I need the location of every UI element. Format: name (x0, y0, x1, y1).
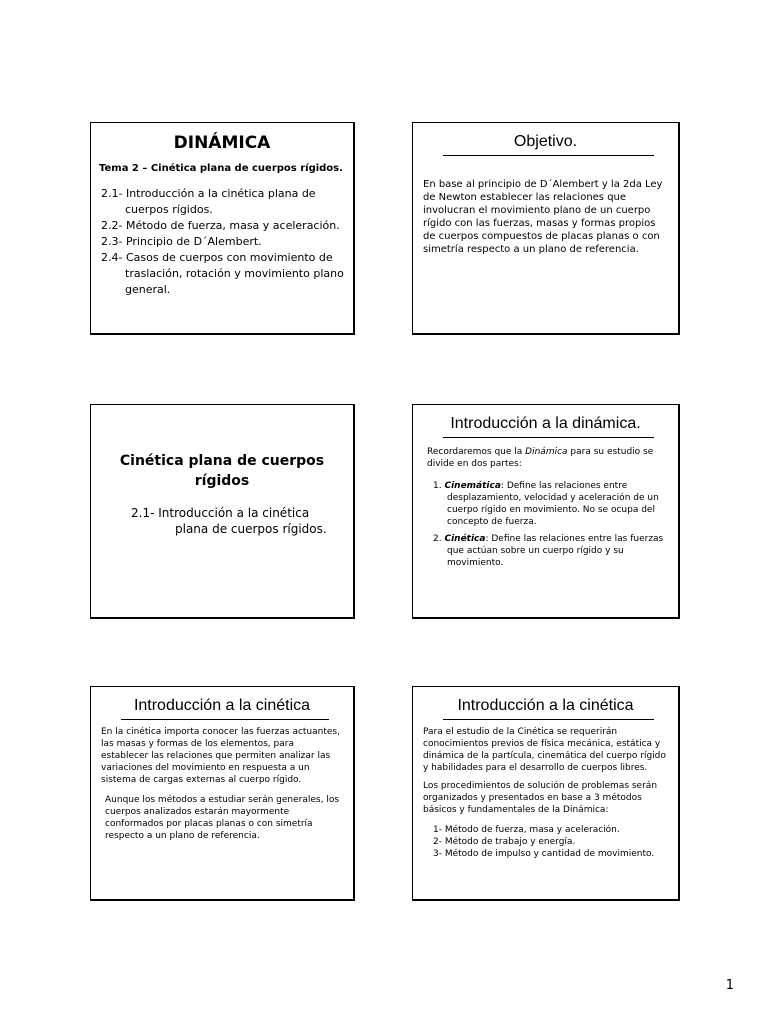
list-item: 2.3- Principio de D´Alembert. (101, 235, 262, 248)
slide-paragraph: Los procedimientos de solución de problemas serán organizados y presentados en base a 3 métodos básicos y fundamentales de la Dinámica: (423, 781, 658, 815)
slide-dinamica (90, 122, 355, 335)
list-item: 2.4- Casos de cuerpos con movimiento de traslación, rotación y movimiento plano general. (101, 251, 344, 296)
item-text: : Define las relaciones entre desplazamiento, velocidad y aceleración de un cuerpo rígido en movimiento. No se ocupa del concepto de fuerza. (447, 481, 659, 527)
subtitle-line: 2.1- Introducción a la cinética (131, 506, 310, 520)
slide-title: Cinética plana de cuerpos rígidos (119, 453, 325, 489)
slide-section-title (90, 404, 355, 619)
slide-subtitle: Tema 2 – Cinética plana de cuerpos rígidos. (99, 163, 343, 174)
slide-title: DINÁMICA (173, 133, 271, 153)
slide-objetivo (412, 122, 680, 335)
slide-intro-cinetica-1 (90, 686, 355, 901)
item-number: 2. (433, 534, 442, 544)
title-underline (121, 719, 329, 720)
title-underline (443, 437, 654, 438)
slide-paragraph: En la cinética importa conocer las fuerzas actuantes, las masas y formas de los elementos, para establecer las relaciones que permiten analizar las variaciones del movimiento en respuesta a un sistema de cargas externas al cuerpo rígido. (101, 727, 340, 785)
slide-intro (427, 446, 668, 470)
item-term: Cinemática (444, 481, 501, 491)
slide-paragraph: Para el estudio de la Cinética se requerirán conocimientos previos de física mecánica, estática y dinámica de la partícula, cinemática del cuerpo rígido y habilidades para el desarrollo de cuerpos libres. (423, 727, 666, 773)
title-underline (443, 155, 654, 156)
item-term: Cinética (444, 534, 486, 544)
methods-list (433, 824, 678, 860)
list-item: 1- Método de fuerza, masa y aceleración. (433, 825, 620, 835)
title-underline (443, 719, 654, 720)
subtitle-line: plana de cuerpos rígidos. (175, 522, 327, 536)
list-item: 3- Método de impulso y cantidad de movimiento. (433, 849, 655, 859)
item-text: : Define las relaciones entre las fuerzas que actúan sobre un cuerpo rígido y su movimiento. (447, 534, 664, 568)
intro-text: para su estudio se divide en dos partes: (427, 447, 654, 469)
slide-intro-dinamica (412, 404, 680, 619)
topic-list (101, 186, 353, 298)
slide-title: Introducción a la cinética (457, 697, 634, 714)
slide-title: Introducción a la cinética (133, 697, 311, 714)
list-item (427, 533, 668, 569)
slide-body: En base al principio de D´Alembert y la 2da Ley de Newton establecer las relaciones que involucran el movimiento plano de un cuerpo rígido con las fuerzas, masas y formas propios de cuerpos compuestos de placas planas o con simetría respecto a un plano de referencia. (423, 179, 663, 255)
slide-title: Introducción a la dinámica. (450, 415, 641, 432)
intro-term: Dinámica (525, 447, 568, 457)
list-item: 2.2- Método de fuerza, masa y aceleración. (101, 219, 340, 232)
list-item: 2- Método de trabajo y energía. (433, 837, 576, 847)
list-item: 2.1- Introducción a la cinética plana de cuerpos rígidos. (101, 187, 316, 216)
slide-paragraph: Aunque los métodos a estudiar serán generales, los cuerpos analizados estarán mayormente conformados por placas planas o con simetría respecto a un plano de referencia. (105, 795, 340, 841)
slide-subtitle (131, 505, 353, 537)
parts-list (427, 480, 668, 569)
slide-title: Objetivo. (513, 133, 578, 150)
item-number: 1. (433, 481, 442, 491)
list-item (427, 480, 668, 528)
slide-intro-cinetica-2 (412, 686, 680, 901)
intro-text: Recordaremos que la (427, 447, 526, 457)
page-number: 1 (725, 978, 734, 993)
